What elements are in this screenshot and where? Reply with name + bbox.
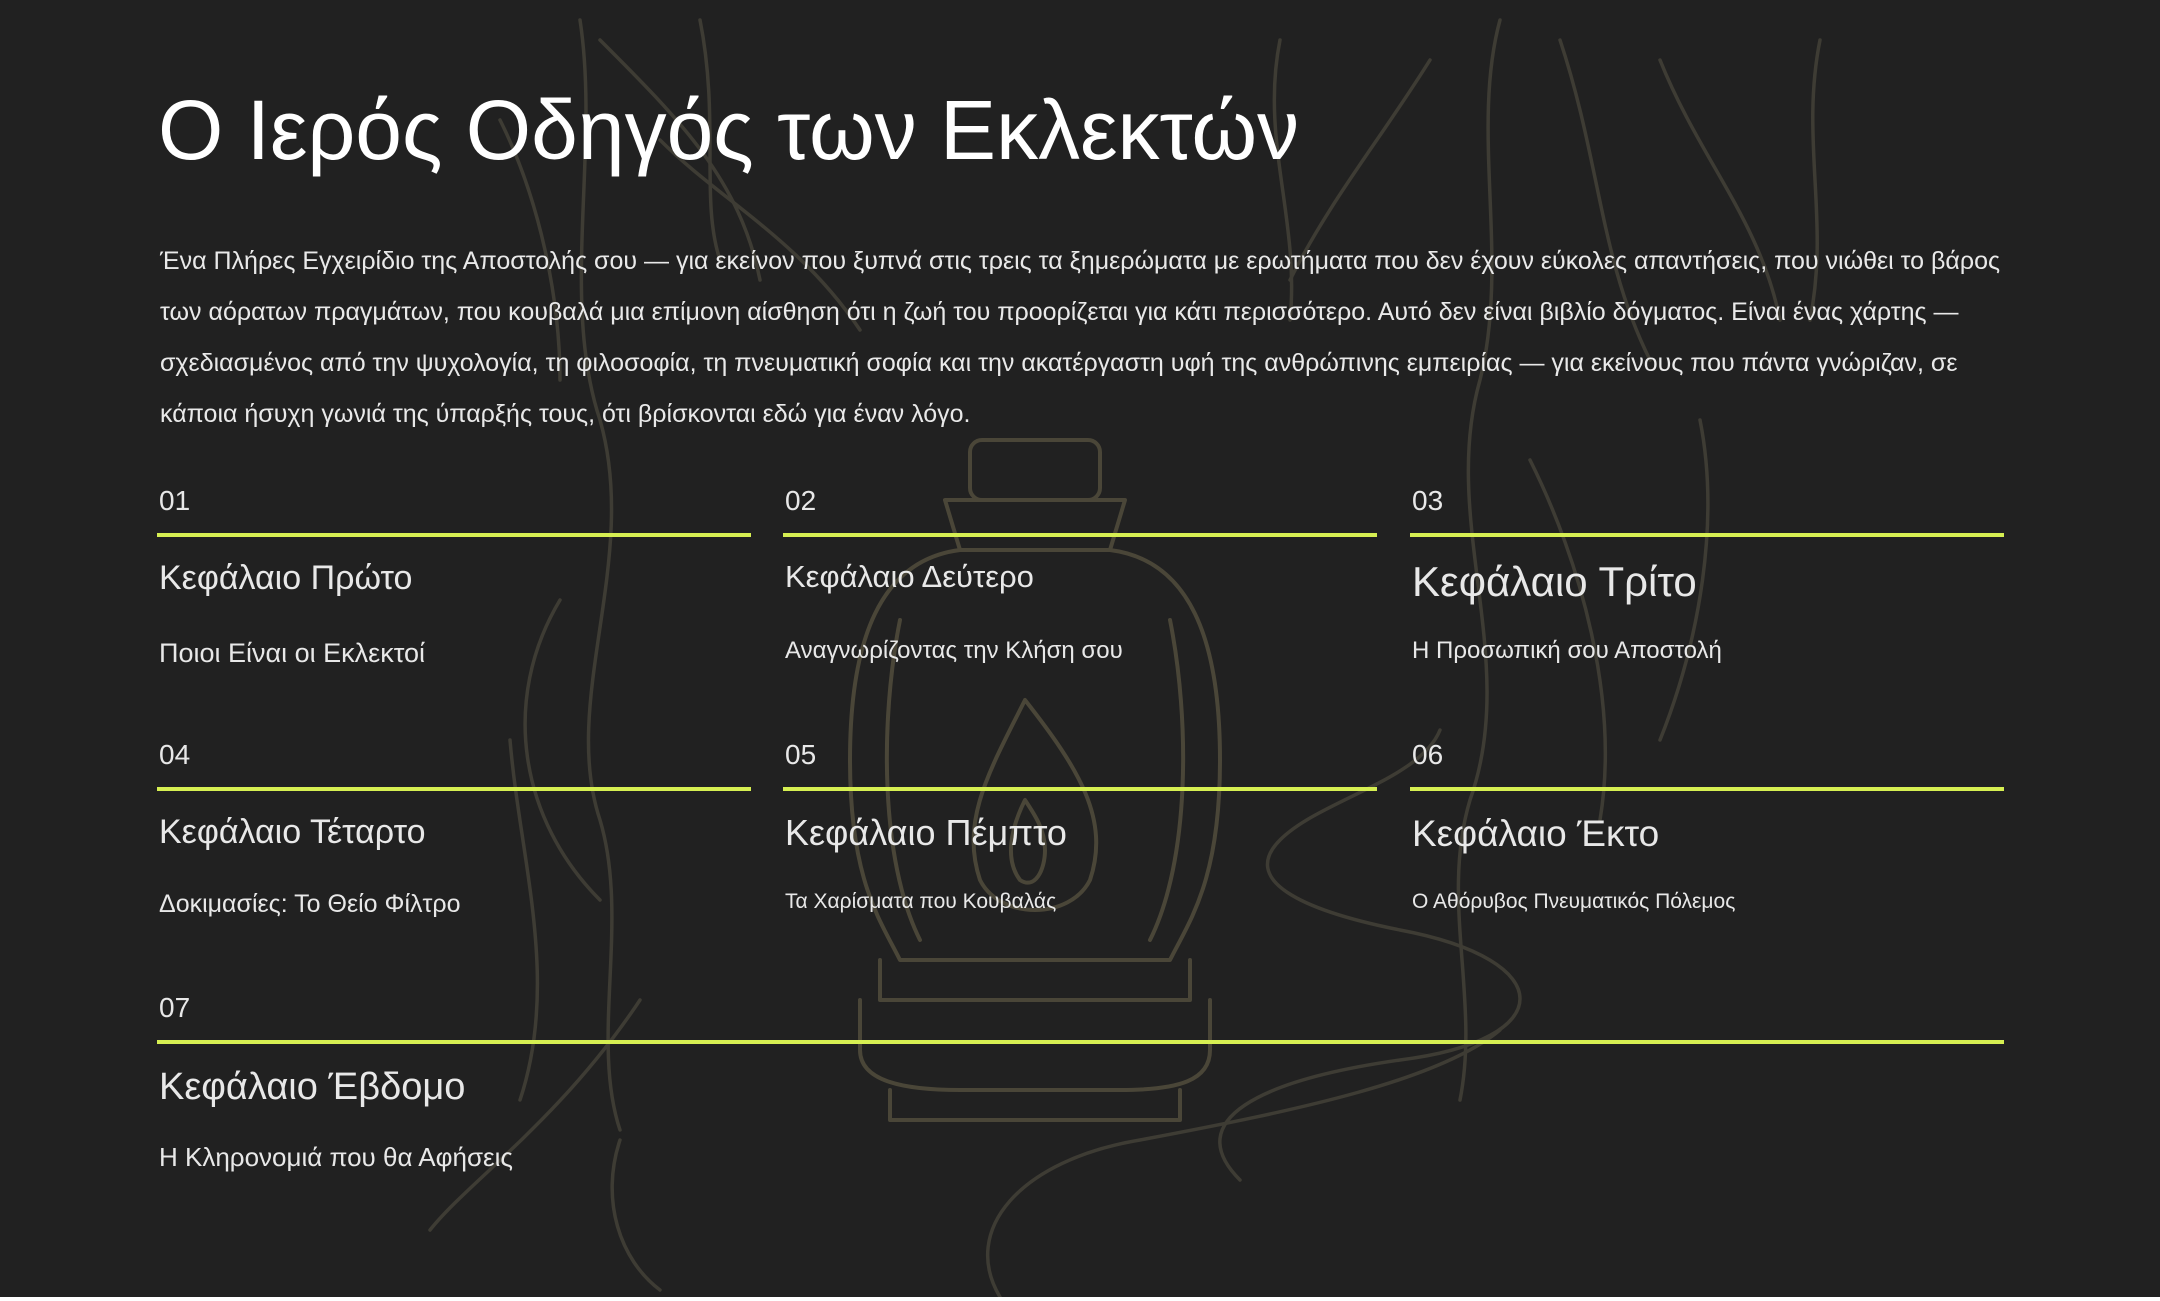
chapter-number: 05 [785,739,817,770]
chapter-title: Κεφάλαιο Έβδομο [159,1066,466,1108]
chapter-title: Κεφάλαιο Δεύτερο [785,559,1034,594]
page-title: Ο Ιερός Οδηγός των Εκλεκτών [158,83,1300,177]
chapter-number: 03 [1412,485,1444,516]
chapter-subtitle: Αναγνωρίζοντας την Κλήση σου [785,637,1123,664]
chapter-number: 04 [159,739,191,770]
chapter-divider [783,533,1377,537]
chapter-title: Κεφάλαιο Τρίτο [1412,558,1697,605]
chapter-divider [783,787,1377,791]
chapter-subtitle: Τα Χαρίσματα που Κουβαλάς [785,890,1057,913]
chapter-title: Κεφάλαιο Πέμπτο [785,812,1067,853]
chapter-subtitle: Ο Αθόρυβος Πνευματικός Πόλεμος [1412,890,1736,913]
intro-paragraph: Ένα Πλήρες Εγχειρίδιο της Αποστολής σου — για εκείνον που ξυπνά στις τρεις τα ξημερώματα με ερωτήματα που δεν έχουν εύκολες απαντήσεις, που νιώθει το βάρος των αόρατων πραγμάτων, που κουβαλά μια επίμονη αίσθηση ότι η ζωή του προορίζεται για κάτι περισσότερο. Αυτό δεν είναι βιβλίο δόγματος. Είναι ένας χάρτης — σχεδιασμένος από την ψυχολογία, τη φιλοσοφία, τη πνευματική σοφία και την ακατέργαστη υφή της ανθρώπινης εμπειρίας — για εκείνους που πάντα γνώριζαν, σε κάποια ήσυχη γωνιά της ύπαρξής τους, ότι βρίσκονται εδώ για έναν λόγο. [160,247,2001,428]
chapter-number: 06 [1412,739,1444,770]
chapter-title: Κεφάλαιο Τέταρτο [159,813,426,851]
chapter-number: 07 [159,992,191,1023]
chapter-subtitle: Η Προσωπική σου Αποστολή [1412,637,1722,664]
chapter-divider [157,533,751,537]
chapter-divider [1410,787,2004,791]
chapter-subtitle: Η Κληρονομιά που θα Αφήσεις [159,1142,513,1172]
chapter-divider [157,1040,2004,1044]
chapter-title: Κεφάλαιο Έκτο [1412,813,1660,854]
chapter-title: Κεφάλαιο Πρώτο [159,559,413,597]
chapter-subtitle: Δοκιμασίες: Το Θείο Φίλτρο [159,890,461,918]
chapter-subtitle: Ποιοι Είναι οι Εκλεκτοί [159,638,426,668]
chapter-divider [157,787,751,791]
chapter-number: 01 [159,485,191,516]
chapter-divider [1410,533,2004,537]
chapter-number: 02 [785,485,817,516]
